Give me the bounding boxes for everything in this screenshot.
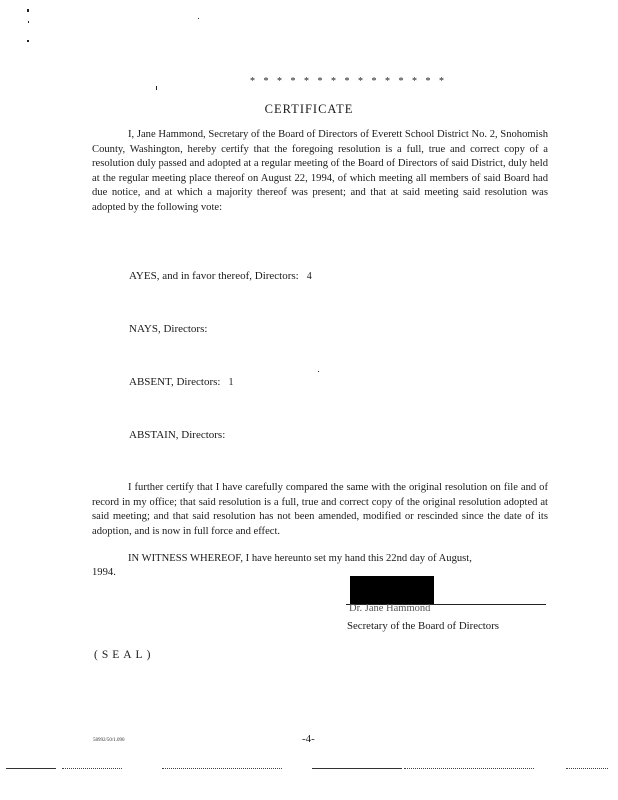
witness-year: 1994.: [92, 567, 116, 578]
scan-speck: [27, 9, 29, 12]
vote-absent-mark: 1: [228, 377, 234, 388]
vote-ayes-label: AYES, and in favor thereof, Directors:: [129, 270, 299, 282]
vote-absent-label: ABSENT, Directors:: [129, 376, 221, 388]
witness-statement: IN WITNESS WHEREOF, I have hereunto set my hand this 22nd day of August,: [128, 553, 472, 564]
scan-speck: [318, 371, 319, 372]
seal-label: (SEAL): [94, 649, 155, 661]
separator-stars: * * * * * * * * * * * * * * *: [250, 76, 447, 87]
scan-edge: [312, 768, 402, 769]
vote-nays: [129, 323, 207, 335]
vote-absent: [129, 376, 233, 388]
further-certify-paragraph: I further certify that I have carefully compared the same with the original resolution on file and of record in my office; that said resolution is a full, true and correct copy of the original resolution adopted at said meeting; and that said resolution has not been amended, modified or rescinded since the date of its adoption, and is now in full force and effect.: [92, 482, 548, 537]
certificate-title: CERTIFICATE: [264, 102, 354, 116]
scan-speck: [28, 21, 29, 23]
footer-code: 58992/50/1.090: [93, 738, 125, 743]
signature-redaction: [350, 576, 434, 604]
certification-paragraph: I, Jane Hammond, Secretary of the Board of Directors of Everett School District No. 2, Snohomish County, Washington, hereby certify that the foregoing resolution is a full, true and correct copy of a resolution duly passed and adopted at a regular meeting of the Board of Directors of said District, duly held at the regular meeting place thereof on August 22, 1994, of which meeting all members of said Board had due notice, and at which a majority thereof was present; and that at said meeting said resolution was adopted by the following vote:: [92, 129, 548, 213]
scan-edge: [162, 768, 282, 769]
page-number: -4-: [302, 733, 315, 745]
vote-ayes: [129, 270, 312, 282]
scan-edge: [566, 768, 608, 769]
vote-ayes-mark: 4: [306, 271, 312, 282]
scan-speck: [198, 18, 199, 19]
scan-edge: [404, 768, 534, 769]
signature-name: Dr. Jane Hammond: [349, 603, 431, 614]
signature-title: Secretary of the Board of Directors: [347, 620, 499, 632]
scan-edge: [6, 768, 56, 769]
scan-speck: [156, 86, 157, 90]
scan-speck: [27, 40, 29, 42]
scan-edge: [62, 768, 122, 769]
vote-nays-label: NAYS, Directors:: [129, 323, 208, 335]
vote-abstain-label: ABSTAIN, Directors:: [129, 429, 226, 441]
vote-abstain: [129, 429, 225, 441]
